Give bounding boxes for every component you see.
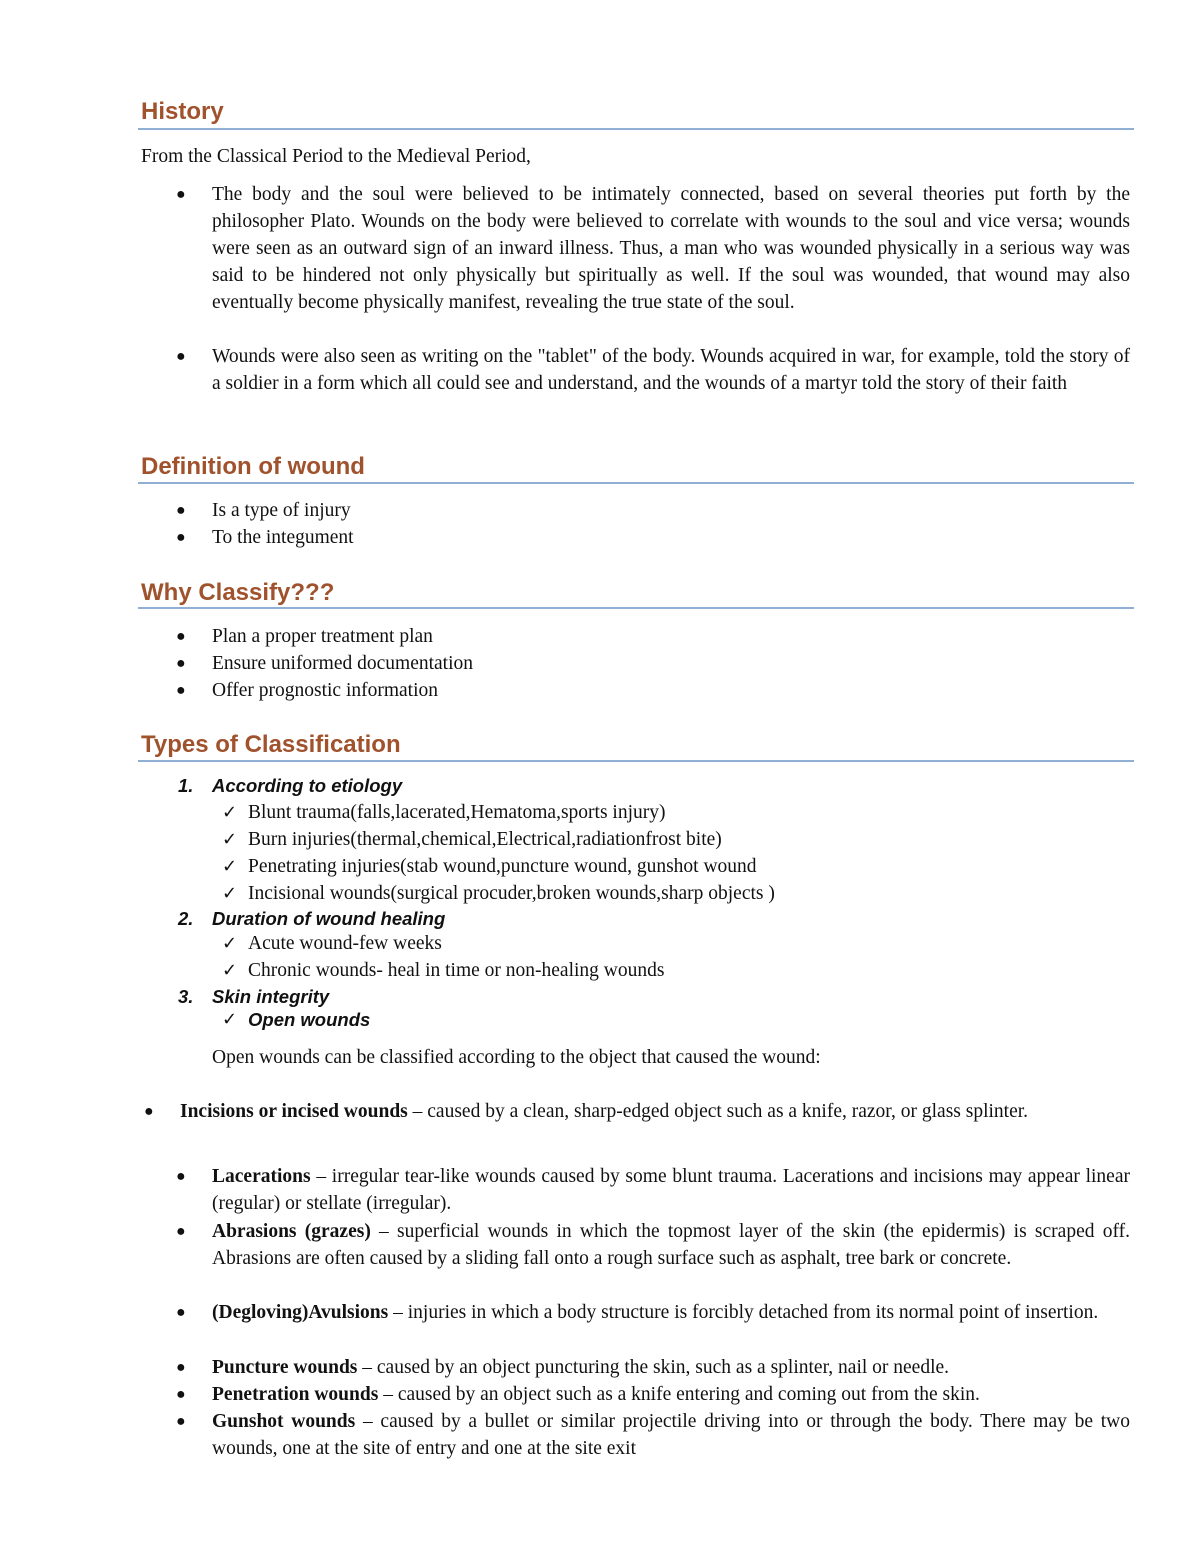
description: – caused by an object puncturing the skin, such as a splinter, nail or needle. bbox=[357, 1357, 950, 1378]
history-bullet-2 bbox=[176, 343, 1130, 397]
history-bullet-1 bbox=[176, 181, 1130, 316]
bullet-icon: ● bbox=[176, 1223, 186, 1240]
type-group-2-title bbox=[178, 907, 446, 931]
open-wound-item-5 bbox=[176, 1354, 1130, 1381]
type-2-item-1 bbox=[222, 930, 442, 957]
bullet-icon: ● bbox=[176, 682, 186, 699]
definition-heading: Definition of wound bbox=[141, 453, 365, 480]
item-text: Burn injuries(thermal,chemical,Electrical,radiationfrost bite) bbox=[248, 829, 722, 850]
open-wounds-intro: Open wounds can be classified according to the object that caused the wound: bbox=[212, 1047, 821, 1068]
term: (Degloving)Avulsions bbox=[212, 1302, 389, 1323]
term: Lacerations bbox=[212, 1166, 311, 1187]
group-title-text: Duration of wound healing bbox=[212, 908, 446, 929]
description: – caused by an object such as a knife entering and coming out from the skin. bbox=[378, 1384, 980, 1405]
description: – superficial wounds in which the topmost layer of the skin (the epidermis) is scraped off. Abrasions are often caused by a sliding fall onto a rough surface such as asphalt, tree bark or concrete. bbox=[212, 1221, 1130, 1269]
bullet-icon: ● bbox=[176, 529, 186, 546]
bullet-icon: ● bbox=[176, 655, 186, 672]
type-group-3-title bbox=[178, 985, 330, 1009]
open-wound-item-7 bbox=[176, 1408, 1130, 1462]
type-1-item-4 bbox=[222, 880, 775, 907]
type-2-item-2 bbox=[222, 957, 665, 984]
group-number: 1. bbox=[178, 775, 194, 796]
open-wound-item-2 bbox=[176, 1163, 1130, 1217]
type-1-item-1 bbox=[222, 799, 666, 826]
item-text: Blunt trauma(falls,lacerated,Hematoma,sports injury) bbox=[248, 802, 666, 823]
checkmark-icon: ✓ bbox=[222, 829, 238, 850]
why-bullet-1 bbox=[176, 623, 433, 650]
bullet-icon: ● bbox=[176, 502, 186, 519]
item-text: Incisional wounds(surgical procuder,broken wounds,sharp objects ) bbox=[248, 883, 775, 904]
history-bullet-1-text: The body and the soul were believed to be intimately connected, based on several theories put forth by the philosopher Plato. Wounds on the body were believed to correlate with wounds to the soul and vice versa; wounds were seen as an outward sign of an inward illness. Thus, a man who was wounded physically in a serious way was said to be hindered not only physically but spiritually as well. If the soul was wounded, that wound may also eventually become physically manifest, revealing the true state of the soul. bbox=[212, 184, 1130, 313]
description: – injuries in which a body structure is forcibly detached from its normal point of insertion. bbox=[388, 1302, 1099, 1323]
term: Incisions or incised wounds bbox=[180, 1101, 408, 1122]
why-bullet-3 bbox=[176, 677, 439, 704]
definition-rule bbox=[138, 482, 1134, 484]
type-1-item-3 bbox=[222, 853, 757, 880]
description: – caused by a bullet or similar projectile driving into or through the body. There may be two wounds, one at the site of entry and one at the site exit bbox=[212, 1411, 1130, 1459]
types-rule bbox=[138, 760, 1134, 762]
item-text: Chronic wounds- heal in time or non-healing wounds bbox=[248, 960, 665, 981]
history-rule bbox=[138, 128, 1134, 130]
checkmark-icon: ✓ bbox=[222, 960, 238, 981]
definition-bullet-1-text: Is a type of injury bbox=[212, 500, 351, 521]
checkmark-icon: ✓ bbox=[222, 883, 238, 904]
term: Gunshot wounds bbox=[212, 1411, 356, 1432]
item-text: Open wounds bbox=[248, 1009, 371, 1030]
definition-bullet-2-text: To the integument bbox=[212, 527, 354, 548]
why-bullet-3-text: Offer prognostic information bbox=[212, 680, 439, 701]
group-number: 2. bbox=[178, 908, 194, 929]
checkmark-icon: ✓ bbox=[222, 1009, 238, 1030]
open-wound-item-6 bbox=[176, 1381, 1130, 1408]
bullet-icon: ● bbox=[144, 1103, 154, 1120]
types-heading: Types of Classification bbox=[141, 731, 401, 758]
open-wound-item-3 bbox=[176, 1218, 1130, 1272]
why-rule bbox=[138, 607, 1134, 609]
type-group-1-title bbox=[178, 774, 403, 798]
checkmark-icon: ✓ bbox=[222, 856, 238, 877]
type-1-item-2 bbox=[222, 826, 722, 853]
open-wound-item-4 bbox=[176, 1299, 1130, 1326]
why-bullet-2 bbox=[176, 650, 474, 677]
history-heading: History bbox=[141, 98, 224, 125]
term: Puncture wounds bbox=[212, 1357, 358, 1378]
term: Penetration wounds bbox=[212, 1384, 379, 1405]
bullet-icon: ● bbox=[176, 1386, 186, 1403]
bullet-icon: ● bbox=[176, 628, 186, 645]
checkmark-icon: ✓ bbox=[222, 933, 238, 954]
why-bullet-2-text: Ensure uniformed documentation bbox=[212, 653, 474, 674]
type-3-item-1 bbox=[222, 1008, 371, 1032]
open-wound-item-1 bbox=[144, 1098, 1130, 1125]
bullet-icon: ● bbox=[176, 1359, 186, 1376]
group-number: 3. bbox=[178, 986, 194, 1007]
definition-bullet-1 bbox=[176, 497, 351, 524]
bullet-icon: ● bbox=[176, 1168, 186, 1185]
group-title-text: Skin integrity bbox=[212, 986, 330, 1007]
bullet-icon: ● bbox=[176, 348, 186, 365]
bullet-icon: ● bbox=[176, 1304, 186, 1321]
why-bullet-1-text: Plan a proper treatment plan bbox=[212, 626, 433, 647]
bullet-icon: ● bbox=[176, 186, 186, 203]
item-text: Penetrating injuries(stab wound,puncture wound, gunshot wound bbox=[248, 856, 757, 877]
why-heading: Why Classify??? bbox=[141, 579, 335, 606]
group-title-text: According to etiology bbox=[212, 775, 403, 796]
history-bullet-2-text: Wounds were also seen as writing on the "tablet" of the body. Wounds acquired in war, for example, told the story of a soldier in a form which all could see and understand, and the wounds of a martyr told the story of their faith bbox=[212, 346, 1130, 394]
definition-bullet-2 bbox=[176, 524, 354, 551]
description: – caused by a clean, sharp-edged object such as a knife, razor, or glass splinter. bbox=[407, 1101, 1029, 1122]
item-text: Acute wound-few weeks bbox=[248, 933, 442, 954]
bullet-icon: ● bbox=[176, 1413, 186, 1430]
history-intro: From the Classical Period to the Medieval Period, bbox=[141, 146, 531, 167]
description: – irregular tear-like wounds caused by some blunt trauma. Lacerations and incisions may appear linear (regular) or stellate (irregular). bbox=[212, 1166, 1130, 1214]
term: Abrasions (grazes) bbox=[212, 1221, 371, 1242]
checkmark-icon: ✓ bbox=[222, 802, 238, 823]
